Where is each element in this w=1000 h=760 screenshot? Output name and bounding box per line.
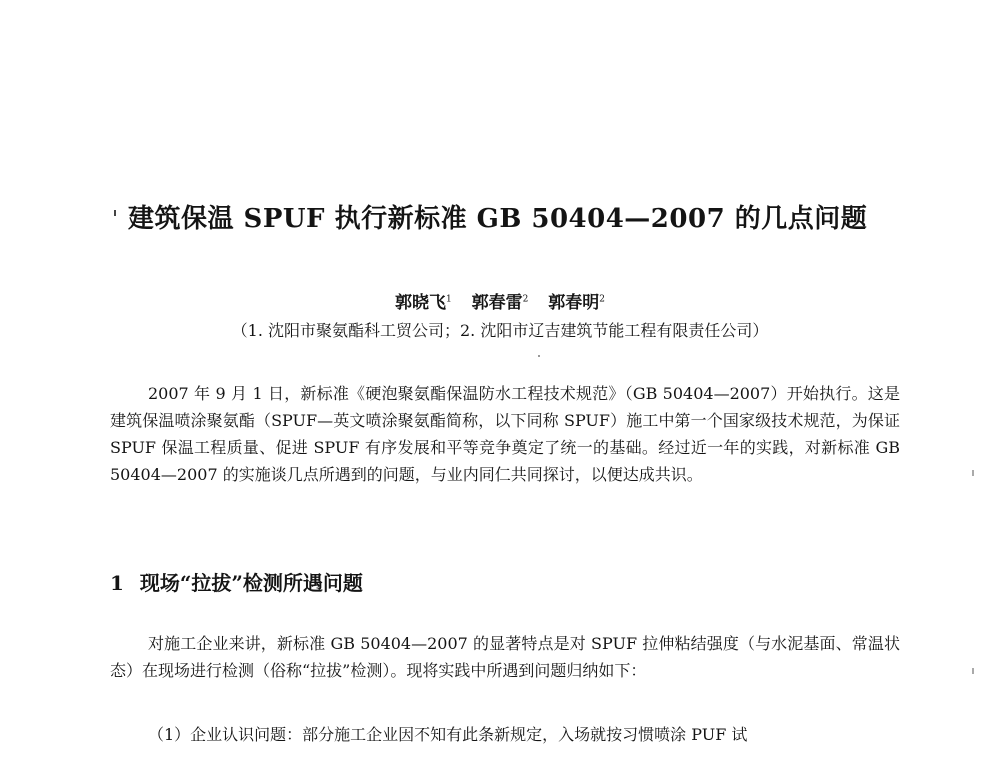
paper-title: 建筑保温 SPUF 执行新标准 GB 50404—2007 的几点问题 [128,204,868,234]
section-heading [110,567,363,596]
author-name: 郭晓飞 [394,293,446,313]
author-name: 郭春明 [548,293,600,313]
list-item-partial: （1）企业认识问题：部分施工企业因不知有此条新规定，入场就按习惯喷涂 PUF 试 [148,725,748,744]
scan-edge-mark [972,668,974,674]
section-paragraph: 对施工企业来讲，新标准 GB 50404—2007 的显著特点是对 SPUF 拉伸粘结强度（与水泥基面、常温状态）在现场进行检测（俗称“拉拔”检测）。现将实践中所遇到问题归纳如下： [110,634,900,680]
scan-speck [538,355,540,357]
section-title: 现场“拉拔”检测所遇问题 [139,571,363,595]
section-number: 1 [110,571,124,595]
author-list [0,288,1000,313]
author [395,293,452,313]
author-affil-mark: 2 [599,294,606,305]
intro-paragraph: 2007 年 9 月 1 日，新标准《硬泡聚氨酯保温防水工程技术规范》（GB 50404—2007）开始执行。这是建筑保温喷涂聚氨酯（SPUF—英文喷涂聚氨酯简称，以下同称 SPUF）施工中第一个国家级技术规范，为保证 SPUF 保温工程质量、促进 SPUF 有序发展和平等竞争奠定了统一的基础。经过近一年的实践，对新标准 GB 50404—2007 的实施谈几点所遇到的问题，与业内同仁共同探讨，以便达成共识。 [110,384,900,484]
affiliation: （1. 沈阳市聚氨酯科工贸公司；2. 沈阳市辽吉建筑节能工程有限责任公司） [231,321,769,340]
scan-edge-mark [972,470,974,476]
author [548,293,605,313]
author-affil-mark: 1 [445,294,452,305]
author [472,293,529,313]
scan-mark [114,210,116,216]
author-affil-mark: 2 [522,294,529,305]
author-name: 郭春雷 [471,293,523,313]
